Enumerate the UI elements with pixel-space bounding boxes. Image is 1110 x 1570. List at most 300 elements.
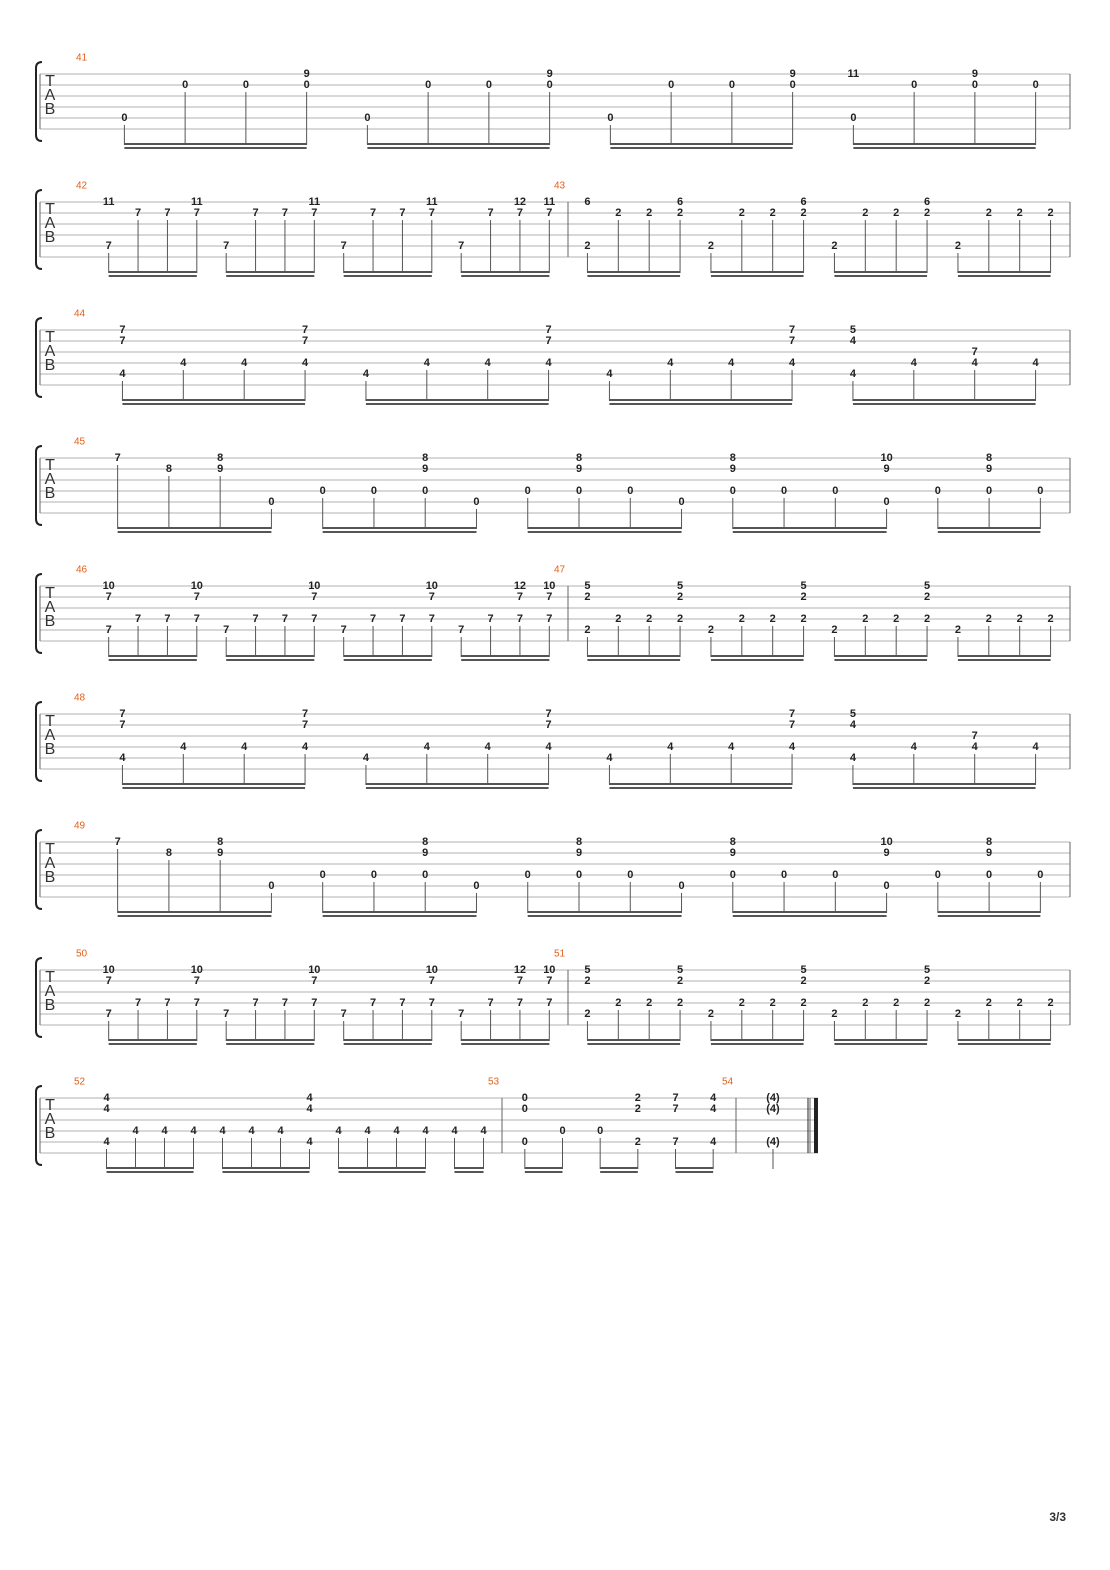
- beam: [853, 147, 1035, 149]
- fret-number: 8: [422, 451, 429, 464]
- fret-number: 7: [302, 718, 309, 731]
- fret-number: 0: [268, 879, 275, 892]
- fret-number: 0: [521, 1102, 528, 1115]
- fret-number: 7: [252, 206, 259, 219]
- fret-number: 7: [193, 996, 200, 1009]
- beam: [344, 1039, 432, 1041]
- fret-number: 2: [1047, 612, 1054, 625]
- tab-clef-letter: A: [44, 727, 56, 745]
- fret-number: 12: [513, 579, 527, 592]
- beam: [834, 659, 927, 661]
- tab-clef-letter: T: [45, 1097, 55, 1115]
- fret-number: 4: [119, 751, 126, 764]
- fret-number: 0: [597, 1124, 604, 1137]
- fret-number: 9: [883, 462, 890, 475]
- beam: [118, 911, 272, 913]
- fret-number: 10: [543, 963, 556, 976]
- beam: [118, 915, 272, 917]
- fret-number: 11: [102, 195, 115, 208]
- beam: [367, 143, 549, 145]
- beam: [733, 531, 887, 533]
- fret-number: 2: [800, 974, 807, 987]
- tab-clef-letter: T: [45, 969, 55, 987]
- fret-number: 4: [545, 740, 552, 753]
- fret-number: 9: [217, 846, 224, 859]
- fret-number: 7: [789, 707, 796, 720]
- beam: [853, 783, 1036, 785]
- beam: [609, 783, 792, 785]
- beam: [853, 399, 1036, 401]
- fret-number: 7: [546, 996, 553, 1009]
- beam: [122, 399, 305, 401]
- fret-number: 0: [607, 111, 614, 124]
- fret-number: 4: [103, 1135, 110, 1148]
- fret-number: 4: [306, 1135, 313, 1148]
- fret-number: 10: [880, 835, 893, 848]
- fret-number: 10: [190, 963, 203, 976]
- fret-number: (4): [766, 1135, 780, 1148]
- fret-number: 9: [729, 846, 736, 859]
- fret-number: 7: [546, 206, 553, 219]
- beam: [610, 143, 792, 145]
- beam: [461, 1043, 549, 1045]
- beam: [587, 655, 680, 657]
- fret-number: 5: [849, 707, 856, 720]
- fret-number: 7: [672, 1091, 679, 1104]
- tab-clef-letter: A: [44, 215, 56, 233]
- beam: [122, 403, 305, 405]
- fret-number: 2: [677, 206, 684, 219]
- fret-number: 0: [729, 484, 736, 497]
- fret-number: 2: [924, 612, 931, 625]
- fret-number: 7: [340, 1007, 347, 1020]
- fret-number: 8: [575, 451, 583, 464]
- beam: [366, 787, 549, 789]
- beam: [223, 1171, 310, 1173]
- fret-number: 5: [924, 579, 931, 592]
- fret-number: 4: [1032, 356, 1039, 369]
- fret-number: 2: [646, 206, 653, 219]
- fret-number: 4: [606, 367, 613, 380]
- fret-number: (4): [766, 1102, 780, 1115]
- beam: [109, 659, 197, 661]
- measure-number: 44: [74, 308, 86, 320]
- beam: [344, 1043, 432, 1045]
- beam: [834, 655, 927, 657]
- fret-number: 2: [954, 239, 961, 252]
- beam: [455, 1171, 484, 1173]
- fret-number: 0: [934, 868, 941, 881]
- beam: [124, 147, 306, 149]
- beam: [122, 783, 305, 785]
- fret-number: 11: [543, 195, 556, 208]
- beam: [938, 911, 1041, 913]
- fret-number: 8: [986, 835, 993, 848]
- fret-number: 7: [193, 612, 200, 625]
- beam: [223, 1167, 310, 1169]
- fret-number: 2: [985, 996, 992, 1009]
- fret-number: 2: [831, 239, 838, 252]
- fret-number: 4: [710, 1135, 717, 1148]
- fret-number: 2: [800, 612, 807, 625]
- beam: [122, 787, 305, 789]
- fret-number: 2: [924, 206, 931, 219]
- beam: [366, 403, 549, 405]
- tab-clef-letter: A: [44, 599, 56, 617]
- final-barline: [814, 1098, 818, 1153]
- fret-number: 0: [546, 78, 553, 91]
- fret-number: 0: [678, 495, 685, 508]
- fret-number: 9: [546, 67, 553, 80]
- fret-number: 4: [302, 740, 309, 753]
- fret-number: 10: [308, 579, 321, 592]
- beam: [344, 659, 432, 661]
- tab-clef-letter: A: [44, 471, 56, 489]
- fret-number: 4: [248, 1124, 255, 1137]
- beam: [676, 1167, 714, 1169]
- fret-number: 7: [399, 206, 406, 219]
- fret-number: 0: [521, 1091, 528, 1104]
- fret-number: 7: [164, 612, 171, 625]
- fret-number: 2: [615, 996, 622, 1009]
- tab-clef-letter: B: [44, 229, 56, 247]
- fret-number: 6: [584, 195, 591, 208]
- beam: [609, 403, 792, 405]
- fret-number: 0: [319, 484, 326, 497]
- fret-number: 7: [789, 334, 796, 347]
- beam: [109, 275, 197, 277]
- beam: [323, 527, 477, 529]
- beam: [853, 143, 1035, 145]
- fret-number: 11: [190, 195, 203, 208]
- beam: [107, 1167, 194, 1169]
- fret-number: 7: [281, 206, 288, 219]
- beam: [733, 915, 887, 917]
- fret-number: 5: [677, 579, 684, 592]
- fret-number: 2: [677, 996, 684, 1009]
- fret-number: 2: [924, 974, 931, 987]
- fret-number: 9: [729, 462, 736, 475]
- fret-number: 0: [668, 78, 675, 91]
- fret-number: 4: [362, 751, 369, 764]
- fret-number: 0: [780, 484, 788, 497]
- fret-number: 2: [954, 623, 961, 636]
- fret-number: 2: [677, 612, 684, 625]
- fret-number: 4: [1032, 740, 1039, 753]
- fret-number: 4: [971, 356, 978, 369]
- fret-number: 8: [422, 835, 429, 848]
- fret-number: 4: [480, 1124, 487, 1137]
- fret-number: 8: [575, 835, 583, 848]
- fret-number: 4: [103, 1091, 110, 1104]
- beam: [834, 1043, 927, 1045]
- fret-number: 2: [707, 623, 714, 636]
- fret-number: 0: [789, 78, 796, 91]
- fret-number: 4: [393, 1124, 400, 1137]
- beam: [109, 271, 197, 273]
- beam: [528, 911, 682, 913]
- fret-number: 7: [311, 996, 318, 1009]
- fret-number: 7: [458, 623, 465, 636]
- fret-number: 4: [180, 740, 187, 753]
- fret-number: 9: [422, 462, 429, 475]
- fret-number: 2: [954, 1007, 961, 1020]
- beam: [711, 275, 804, 277]
- fret-number: 4: [728, 356, 735, 369]
- measure-number: 50: [76, 948, 88, 960]
- fret-number: 6: [800, 195, 807, 208]
- fret-number: 2: [985, 612, 992, 625]
- fret-number: 2: [924, 996, 931, 1009]
- tab-clef-letter: T: [45, 585, 55, 603]
- fret-number: 2: [646, 996, 653, 1009]
- fret-number: 5: [924, 963, 931, 976]
- measure-number: 46: [76, 564, 88, 576]
- beam: [733, 527, 887, 529]
- fret-number: 10: [102, 579, 115, 592]
- fret-number: 7: [193, 590, 200, 603]
- fret-number: 0: [364, 111, 371, 124]
- fret-number: 7: [516, 996, 523, 1009]
- fret-number: 7: [428, 612, 435, 625]
- beam: [528, 531, 682, 533]
- fret-number: 7: [119, 334, 126, 347]
- fret-number: 7: [428, 974, 435, 987]
- fret-number: 7: [672, 1135, 679, 1148]
- beam: [587, 1043, 680, 1045]
- measure-number: 49: [74, 820, 86, 832]
- measure-number: 53: [488, 1076, 500, 1088]
- fret-number: 0: [832, 868, 839, 881]
- beam: [610, 147, 792, 149]
- fret-number: 7: [114, 835, 121, 848]
- fret-number: 0: [485, 78, 492, 91]
- measure-number: 45: [74, 436, 86, 448]
- beam: [958, 1039, 1051, 1041]
- fret-number: 4: [484, 356, 491, 369]
- fret-number: 2: [584, 974, 591, 987]
- fret-number: 0: [242, 78, 249, 91]
- beam: [609, 399, 792, 401]
- fret-number: 4: [423, 740, 430, 753]
- tab-clef-letter: A: [44, 87, 56, 105]
- fret-number: 0: [473, 495, 480, 508]
- fret-number: 7: [789, 323, 796, 336]
- fret-number: 0: [627, 868, 634, 881]
- fret-number: 0: [182, 78, 189, 91]
- fret-number: 4: [849, 367, 856, 380]
- fret-number: 0: [1037, 868, 1044, 881]
- fret-number: 4: [362, 367, 369, 380]
- fret-number: 0: [422, 868, 429, 881]
- fret-number: 7: [105, 623, 112, 636]
- beam: [124, 143, 306, 145]
- beam: [455, 1167, 484, 1169]
- fret-number: 4: [484, 740, 491, 753]
- fret-number: 4: [667, 740, 674, 753]
- fret-number: 7: [428, 996, 435, 1009]
- beam: [323, 531, 477, 533]
- measure-number: 42: [76, 180, 88, 192]
- fret-number: 0: [422, 484, 429, 497]
- beam: [344, 655, 432, 657]
- beam: [938, 531, 1041, 533]
- fret-number: 0: [850, 111, 857, 124]
- fret-number: 7: [458, 239, 465, 252]
- fret-number: 0: [911, 78, 918, 91]
- fret-number: 7: [164, 996, 171, 1009]
- beam: [109, 1043, 197, 1045]
- fret-number: 7: [252, 996, 259, 1009]
- fret-number: 7: [105, 1007, 112, 1020]
- fret-number: 4: [306, 1102, 313, 1115]
- beam: [609, 787, 792, 789]
- fret-number: 8: [217, 835, 224, 848]
- fret-number: 7: [545, 718, 552, 731]
- fret-number: 2: [862, 206, 869, 219]
- fret-number: 8: [729, 451, 736, 464]
- fret-number: 7: [105, 239, 112, 252]
- fret-number: 2: [831, 623, 838, 636]
- beam: [344, 271, 432, 273]
- fret-number: 9: [575, 846, 583, 859]
- tab-clef-letter: B: [44, 869, 56, 887]
- beam: [711, 655, 804, 657]
- fret-number: 2: [634, 1102, 641, 1115]
- fret-number: 2: [615, 206, 622, 219]
- beam: [226, 271, 314, 273]
- fret-number: 5: [800, 963, 807, 976]
- fret-number: 0: [780, 868, 788, 881]
- beam: [834, 271, 927, 273]
- fret-number: 2: [800, 206, 807, 219]
- fret-number: 4: [302, 356, 309, 369]
- beam: [587, 271, 680, 273]
- tab-clef-letter: B: [44, 613, 56, 631]
- tab-clef-letter: T: [45, 713, 55, 731]
- fret-number: 8: [165, 846, 172, 859]
- fret-number: 2: [634, 1091, 641, 1104]
- fret-number: 7: [458, 1007, 465, 1020]
- fret-number: 7: [114, 451, 121, 464]
- fret-number: 8: [729, 835, 736, 848]
- fret-number: 8: [165, 462, 172, 475]
- fret-number: 4: [545, 356, 552, 369]
- fret-number: 9: [971, 67, 978, 80]
- fret-number: 4: [161, 1124, 168, 1137]
- fret-number: 9: [789, 67, 796, 80]
- fret-number: 9: [575, 462, 583, 475]
- fret-number: 4: [789, 740, 796, 753]
- beam: [461, 271, 549, 273]
- fret-number: 0: [303, 78, 310, 91]
- fret-number: 4: [971, 740, 978, 753]
- beam: [461, 275, 549, 277]
- fret-number: 4: [277, 1124, 284, 1137]
- fret-number: 4: [132, 1124, 139, 1137]
- fret-number: 7: [516, 974, 523, 987]
- fret-number: 7: [399, 996, 406, 1009]
- fret-number: 7: [311, 612, 318, 625]
- fret-number: 2: [1016, 996, 1023, 1009]
- fret-number: 7: [546, 612, 553, 625]
- fret-number: 9: [883, 846, 890, 859]
- fret-number: 9: [986, 462, 993, 475]
- fret-number: 2: [893, 996, 900, 1009]
- beam: [600, 1171, 638, 1173]
- beam: [938, 915, 1041, 917]
- fret-number: 2: [707, 239, 714, 252]
- beam: [528, 527, 682, 529]
- fret-number: 4: [241, 356, 248, 369]
- fret-number: 0: [1032, 78, 1039, 91]
- fret-number: 2: [1047, 206, 1054, 219]
- fret-number: 7: [545, 323, 552, 336]
- beam: [600, 1167, 638, 1169]
- fret-number: 7: [370, 996, 377, 1009]
- beam: [676, 1171, 714, 1173]
- fret-number: 0: [121, 111, 128, 124]
- beam: [339, 1167, 426, 1169]
- fret-number: 0: [883, 879, 890, 892]
- fret-number: 7: [971, 729, 978, 742]
- tab-clef-letter: T: [45, 201, 55, 219]
- beam: [461, 1039, 549, 1041]
- fret-number: 0: [524, 868, 531, 881]
- fret-number: 7: [399, 612, 406, 625]
- beam: [834, 1039, 927, 1041]
- fret-number: 0: [986, 868, 993, 881]
- measure-number: 51: [554, 948, 566, 960]
- tab-clef-letter: T: [45, 457, 55, 475]
- tab-clef-letter: B: [44, 1125, 56, 1143]
- beam: [711, 271, 804, 273]
- fret-number: 0: [524, 484, 531, 497]
- fret-number: 12: [513, 963, 527, 976]
- tab-clef-letter: T: [45, 329, 55, 347]
- beam: [323, 915, 477, 917]
- fret-number: 0: [729, 868, 736, 881]
- fret-number: 7: [370, 206, 377, 219]
- fret-number: 2: [862, 996, 869, 1009]
- fret-number: 4: [849, 751, 856, 764]
- beam: [118, 531, 272, 533]
- fret-number: 7: [340, 623, 347, 636]
- fret-number: 7: [487, 996, 494, 1009]
- fret-number: 6: [924, 195, 931, 208]
- fret-number: 7: [302, 334, 309, 347]
- fret-number: 4: [849, 334, 856, 347]
- fret-number: 7: [252, 612, 259, 625]
- fret-number: 2: [862, 612, 869, 625]
- fret-number: 7: [546, 974, 553, 987]
- fret-number: 2: [584, 623, 591, 636]
- beam: [587, 1039, 680, 1041]
- fret-number: 7: [164, 206, 171, 219]
- fret-number: 7: [516, 612, 523, 625]
- fret-number: 2: [677, 974, 684, 987]
- measure-number: 47: [554, 564, 566, 576]
- fret-number: 0: [559, 1124, 566, 1137]
- fret-number: 8: [986, 451, 993, 464]
- beam: [323, 911, 477, 913]
- fret-number: 7: [516, 206, 523, 219]
- beam: [587, 659, 680, 661]
- fret-number: 10: [543, 579, 556, 592]
- fret-number: 5: [584, 579, 591, 592]
- fret-number: 10: [308, 963, 321, 976]
- fret-number: (4): [766, 1091, 780, 1104]
